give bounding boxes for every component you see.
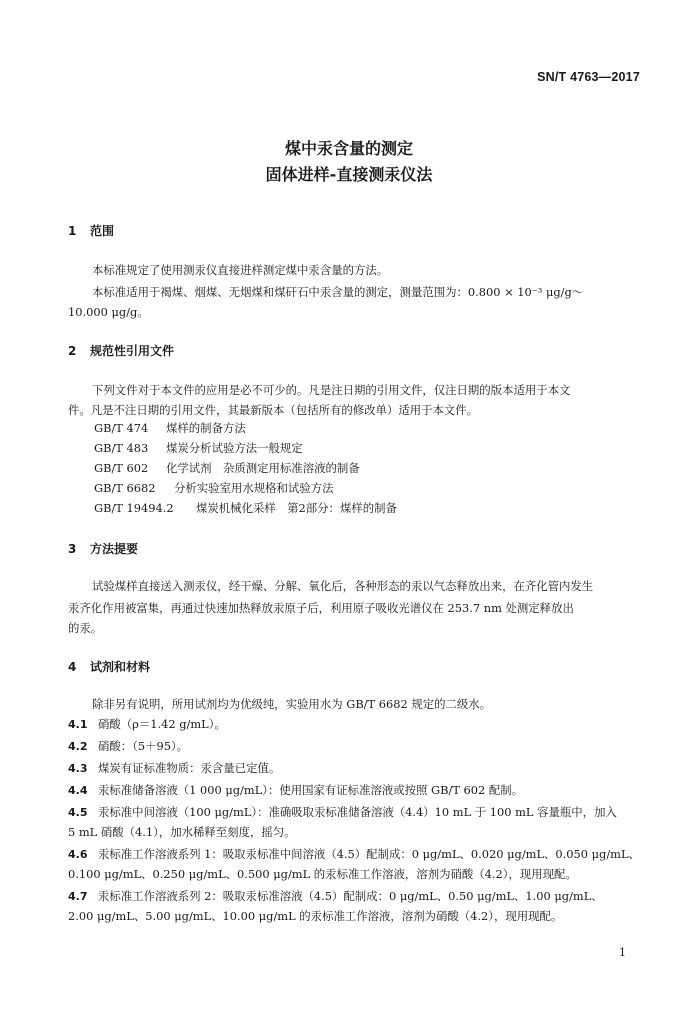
reagent-text: 汞标准工作溶液系列 2：吸取汞标准溶液（4.5）配制成：0 μg/mL、0.50 μg/mL、1.00 μg/mL、 bbox=[98, 889, 603, 903]
reagent-item-continuation: 2.00 μg/mL、5.00 μg/mL、10.00 μg/mL 的汞标准工作溶液，溶剂为硝酸（4.2），现用现配。 bbox=[68, 909, 563, 923]
document-title-line-2: 固体进样-直接测汞仪法 bbox=[265, 165, 433, 184]
section-title: 试剂和材料 bbox=[90, 660, 151, 674]
reference-code: GB/T 602 bbox=[94, 461, 149, 475]
section-heading-normative-references bbox=[68, 342, 174, 359]
reagent-item bbox=[68, 716, 226, 732]
section-heading-reagents bbox=[68, 658, 150, 675]
reagent-text: 煤炭有证标准物质：汞含量已定值。 bbox=[98, 761, 281, 775]
reference-item bbox=[94, 460, 360, 476]
clause-number: 4.7 bbox=[68, 890, 88, 903]
section-number: 4 bbox=[68, 660, 77, 674]
reagent-item-continuation: 0.100 μg/mL、0.250 μg/mL、0.500 μg/mL 的汞标准工作溶液，溶剂为硝酸（4.2），现用现配。 bbox=[68, 867, 577, 881]
document-title-line-1: 煤中汞含量的测定 bbox=[284, 139, 413, 158]
principle-line-3: 的汞。 bbox=[68, 621, 103, 635]
reagent-item bbox=[68, 760, 280, 776]
section-heading-principle bbox=[68, 540, 138, 557]
clause-number: 4.5 bbox=[68, 806, 88, 819]
reagent-item bbox=[68, 846, 640, 862]
reagent-text: 硝酸（ρ＝1.42 g/mL）。 bbox=[98, 717, 226, 731]
reagent-text: 汞标准储备溶液（1 000 μg/mL）：使用国家有证标准溶液或按照 GB/T 602 配制。 bbox=[98, 783, 524, 797]
page-number: 1 bbox=[619, 946, 626, 959]
section-number: 1 bbox=[68, 224, 77, 238]
reference-title: 煤炭分析试验方法一般规定 bbox=[166, 441, 303, 455]
clause-number: 4.2 bbox=[68, 740, 88, 753]
reagent-item-continuation: 5 mL 硝酸（4.1），加水稀释至刻度，摇匀。 bbox=[68, 825, 296, 839]
section-title: 规范性引用文件 bbox=[90, 344, 175, 358]
reference-item bbox=[94, 440, 303, 456]
section-number: 3 bbox=[68, 542, 77, 556]
reference-title: 化学试剂 杂质测定用标准溶液的制备 bbox=[166, 461, 360, 475]
clause-number: 4.3 bbox=[68, 762, 88, 775]
clause-number: 4.4 bbox=[68, 784, 88, 797]
clause-number: 4.1 bbox=[68, 718, 88, 731]
reagent-text: 汞标准工作溶液系列 1：吸取汞标准中间溶液（4.5）配制成：0 μg/mL、0.020 μg/mL、0.050 μg/mL、 bbox=[98, 847, 640, 861]
clause-number: 4.6 bbox=[68, 848, 88, 861]
section-number: 2 bbox=[68, 344, 77, 358]
reagent-text: 汞标准中间溶液（100 μg/mL）：准确吸取汞标准储备溶液（4.4）10 mL 于 100 mL 容量瓶中，加入 bbox=[98, 805, 617, 819]
reagent-item bbox=[68, 738, 188, 754]
principle-line-2: 汞齐化作用被富集，再通过快速加热释放汞原子后，利用原子吸收光谱仪在 253.7 nm 处测定释放出 bbox=[68, 601, 574, 615]
principle-line-1: 试验煤样直接送入测汞仪，经干燥、分解、氧化后，各种形态的汞以气态释放出来，在齐化管内发生 bbox=[92, 579, 594, 593]
reference-item bbox=[94, 480, 333, 496]
reference-title: 煤样的制备方法 bbox=[166, 421, 246, 435]
reference-code: GB/T 6682 bbox=[94, 481, 156, 495]
reagent-text: 硝酸：（5＋95）。 bbox=[98, 739, 189, 753]
reagent-item bbox=[68, 782, 523, 798]
section-heading-scope bbox=[68, 222, 114, 239]
reference-title: 煤炭机械化采样 第2部分：煤样的制备 bbox=[196, 501, 397, 515]
standard-number: SN/T 4763—2017 bbox=[537, 70, 640, 84]
reference-code: GB/T 483 bbox=[94, 441, 149, 455]
normative-intro-line-2: 件。凡是不注日期的引用文件，其最新版本（包括所有的修改单）适用于本文件。 bbox=[68, 403, 479, 417]
reagents-intro: 除非另有说明，所用试剂均为优级纯，实验用水为 GB/T 6682 规定的二级水。 bbox=[92, 697, 492, 711]
reagent-item bbox=[68, 804, 617, 820]
reference-code: GB/T 19494.2 bbox=[94, 501, 174, 515]
normative-intro-line-1: 下列文件对于本文件的应用是必不可少的。凡是注日期的引用文件，仅注日期的版本适用于本文 bbox=[92, 383, 571, 397]
scope-paragraph-2-line-2: 10.000 μg/g。 bbox=[68, 305, 149, 319]
scope-paragraph-1: 本标准规定了使用测汞仪直接进样测定煤中汞含量的方法。 bbox=[92, 263, 389, 277]
section-title: 范围 bbox=[90, 224, 115, 238]
reference-code: GB/T 474 bbox=[94, 421, 149, 435]
reference-item bbox=[94, 500, 397, 516]
reference-item bbox=[94, 420, 246, 436]
scope-paragraph-2-line-1: 本标准适用于褐煤、烟煤、无烟煤和煤矸石中汞含量的测定，测量范围为：0.800 × 10⁻³ μg/g～ bbox=[92, 285, 584, 299]
reference-title: 分析实验室用水规格和试验方法 bbox=[174, 481, 334, 495]
reagent-item bbox=[68, 888, 603, 904]
section-title: 方法提要 bbox=[90, 542, 139, 556]
